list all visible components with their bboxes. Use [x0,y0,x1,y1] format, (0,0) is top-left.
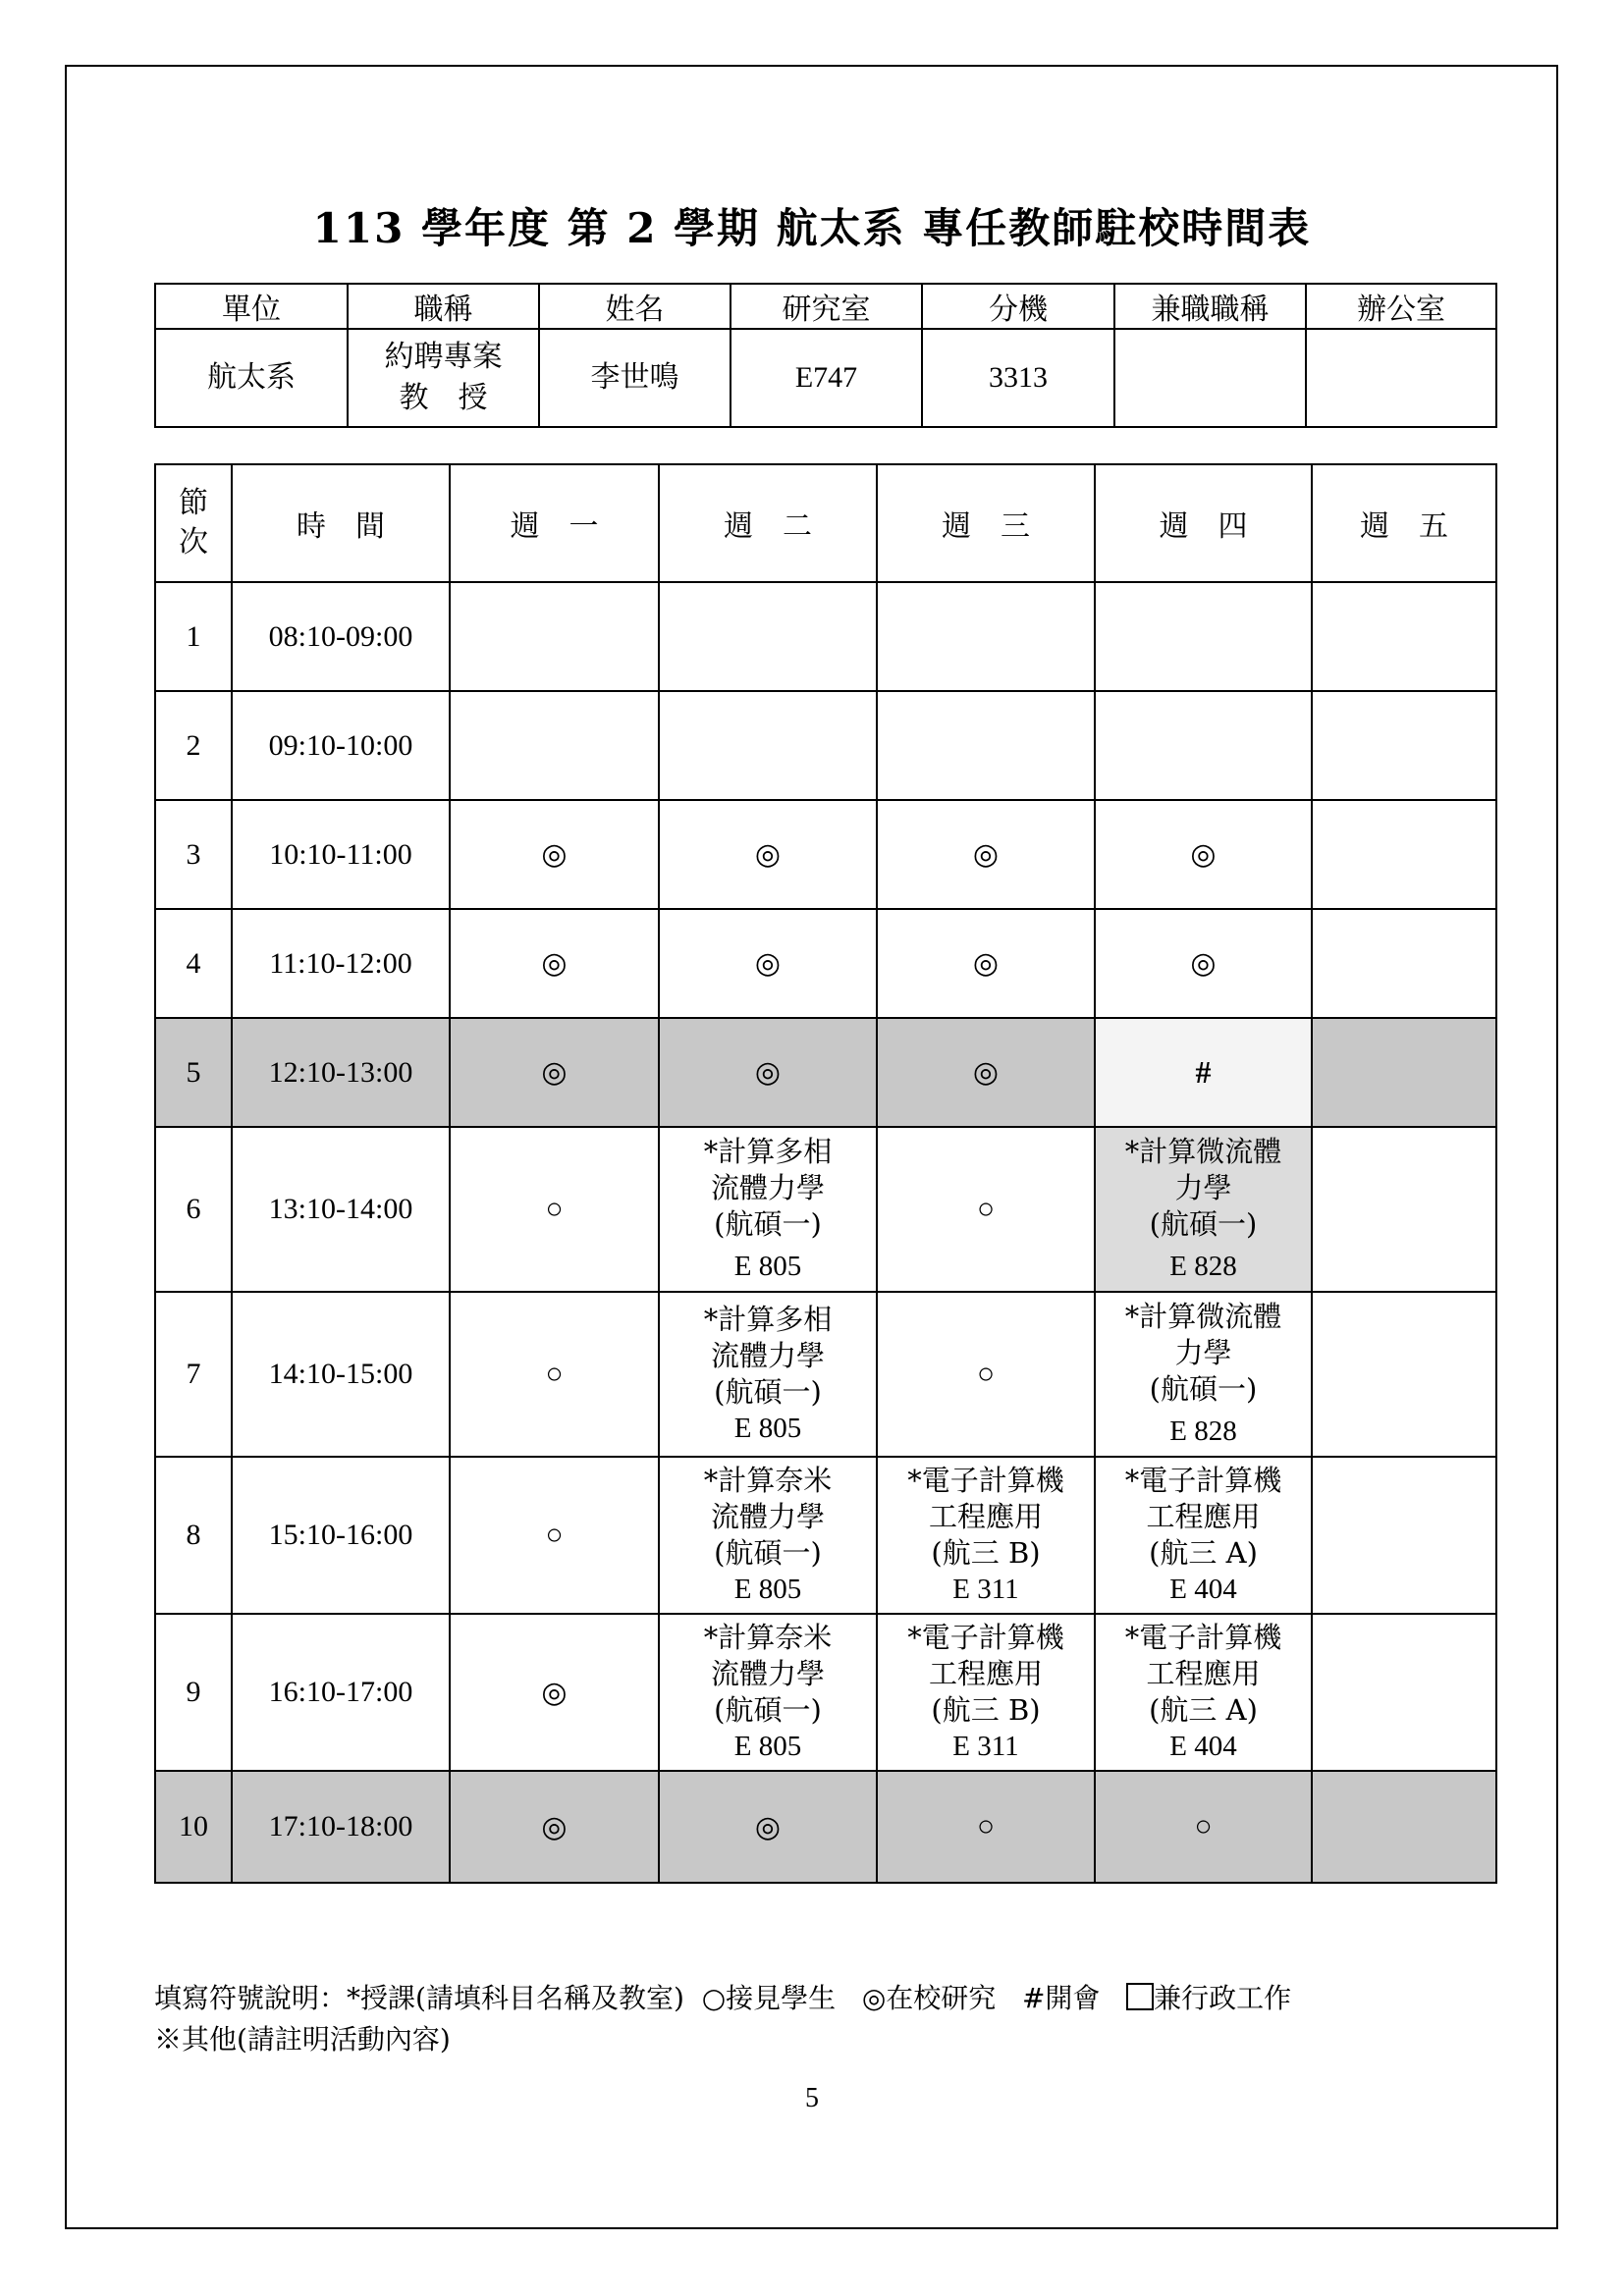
course-class: (航三 A) [1149,1693,1258,1727]
meet-students-symbol: ○ [877,1771,1095,1883]
course-cell [1095,1292,1312,1457]
period-time: 13:10-14:00 [232,1127,450,1292]
period-time: 11:10-12:00 [232,909,450,1018]
header-lab: 研究室 [731,284,922,329]
schedule-header-row [155,464,1496,582]
schedule-row [155,909,1496,1018]
course-class: (航碩一) [1149,1372,1258,1406]
period-header-text: 節次 [179,486,208,560]
course-name-1: *計算微流體 [1124,1135,1282,1168]
course-room: E 404 [1169,1574,1237,1605]
research-symbol: ◎ [659,1771,877,1883]
info-header-row [155,284,1496,329]
legend-prefix: 填寫符號說明： [154,1982,348,2014]
cell-fri [1312,1127,1496,1292]
cell-fri [1312,1457,1496,1614]
meet-students-symbol: ○ [450,1127,659,1292]
day-header-fri: 週 五 [1312,464,1496,582]
day-header-tue: 週 二 [659,464,877,582]
schedule-row [155,800,1496,909]
period-time: 10:10-11:00 [232,800,450,909]
course-cell [877,1614,1095,1771]
schedule-row [155,691,1496,800]
research-symbol: ◎ [450,800,659,909]
lab-value: E747 [731,329,922,427]
cell-wed [877,691,1095,800]
course-name-2: 工程應用 [1146,1500,1261,1533]
cell-thu [1095,691,1312,800]
cell-thu [1095,582,1312,691]
cell-mon [450,582,659,691]
course-cell [659,1292,877,1457]
period-time: 15:10-16:00 [232,1457,450,1614]
course-name-2: 流體力學 [710,1500,825,1533]
schedule-table [154,463,1497,1884]
course-name-1: *計算多相 [703,1135,833,1168]
course-class: (航碩一) [714,1207,822,1241]
header-ext: 分機 [922,284,1114,329]
course-class: (航三 B) [931,1536,1041,1570]
research-symbol: ◎ [450,909,659,1018]
header-unit: 單位 [155,284,348,329]
cell-tue [659,691,877,800]
course-cell [659,1457,877,1614]
legend [154,1978,1291,2060]
period-number: 5 [155,1018,232,1127]
meet-students-symbol: ○ [877,1292,1095,1457]
schedule-row [155,1771,1496,1883]
time-header: 時 間 [232,464,450,582]
course-room: E 805 [733,1251,802,1282]
office-value [1306,329,1496,427]
course-room: E 828 [1169,1415,1237,1447]
position-line-1: 約聘專案 [384,340,503,374]
course-name-1: *計算多相 [703,1303,833,1336]
course-cell [659,1614,877,1771]
cell-wed [877,582,1095,691]
course-name-1: *電子計算機 [907,1464,1064,1497]
period-number: 10 [155,1771,232,1883]
course-room: E 404 [1169,1731,1237,1762]
teacher-info-table [154,283,1497,428]
course-room: E 805 [733,1413,802,1444]
course-class: (航碩一) [714,1536,822,1570]
course-cell [1095,1127,1312,1292]
research-symbol: ◎ [659,800,877,909]
period-time: 09:10-10:00 [232,691,450,800]
research-symbol: ◎ [659,1018,877,1127]
period-number: 1 [155,582,232,691]
course-cell [1095,1614,1312,1771]
course-name-1: *電子計算機 [907,1621,1064,1654]
schedule-row [155,1292,1496,1457]
period-header [155,464,232,582]
period-number: 9 [155,1614,232,1771]
meet-students-symbol: ○ [1095,1771,1312,1883]
course-name-2: 流體力學 [710,1339,825,1372]
meet-students-symbol: ○ [450,1292,659,1457]
day-header-wed: 週 三 [877,464,1095,582]
meet-students-symbol: ○ [877,1127,1095,1292]
name-value: 李世鳴 [539,329,731,427]
cell-fri [1312,1771,1496,1883]
research-symbol: ◎ [450,1018,659,1127]
header-name: 姓名 [539,284,731,329]
course-name-1: *計算奈米 [703,1464,833,1497]
legend-line-1 [154,1978,1291,2019]
meet-students-symbol: ○ [450,1457,659,1614]
day-header-mon: 週 一 [450,464,659,582]
cell-mon [450,691,659,800]
period-time: 17:10-18:00 [232,1771,450,1883]
cell-fri [1312,1292,1496,1457]
cell-fri [1312,1614,1496,1771]
cell-fri [1312,1018,1496,1127]
research-symbol: ◎ [1095,800,1312,909]
unit-value: 航太系 [155,329,348,427]
header-part-time-title: 兼職職稱 [1114,284,1306,329]
course-room: E 805 [733,1574,802,1605]
position-value [348,329,539,427]
course-cell [877,1457,1095,1614]
research-symbol: ◎ [877,800,1095,909]
position-line-2: 教 授 [399,381,488,415]
course-name-1: *計算微流體 [1124,1300,1282,1333]
course-class: (航三 A) [1149,1536,1258,1570]
period-time: 12:10-13:00 [232,1018,450,1127]
legend-meeting: #開會 [1021,1982,1101,2014]
course-name-2: 力學 [1174,1336,1232,1369]
period-number: 4 [155,909,232,1018]
legend-admin: 兼行政工作 [1154,1982,1292,2014]
research-symbol: ◎ [659,909,877,1018]
cell-fri [1312,909,1496,1018]
course-room: E 311 [952,1574,1019,1605]
course-name-2: 流體力學 [710,1171,825,1204]
period-number: 8 [155,1457,232,1614]
cell-fri [1312,800,1496,909]
schedule-row [155,1614,1496,1771]
course-name-1: *電子計算機 [1124,1621,1282,1654]
header-position: 職稱 [348,284,539,329]
page-number: 5 [805,2083,819,2113]
cell-tue [659,582,877,691]
info-value-row [155,329,1496,427]
period-time: 08:10-09:00 [232,582,450,691]
course-class: (航碩一) [714,1693,822,1727]
course-cell [1095,1457,1312,1614]
course-name-2: 工程應用 [928,1500,1043,1533]
ext-value: 3313 [922,329,1114,427]
schedule-row [155,1018,1496,1127]
period-time: 14:10-15:00 [232,1292,450,1457]
course-class: (航碩一) [1149,1207,1258,1241]
research-symbol: ◎ [1095,909,1312,1018]
course-name-2: 工程應用 [1146,1657,1261,1690]
research-symbol: ◎ [450,1614,659,1771]
legend-teach: *授課(請填科目名稱及教室) [347,1982,684,2014]
legend-line-2: ※其他(請註明活動內容) [154,2023,451,2056]
checkbox-icon [1126,1983,1154,2010]
research-symbol: ◎ [450,1771,659,1883]
research-symbol: ◎ [877,909,1095,1018]
course-name-1: *計算奈米 [703,1621,833,1654]
course-name-2: 工程應用 [928,1657,1043,1690]
period-number: 7 [155,1292,232,1457]
header-office: 辦公室 [1306,284,1496,329]
course-room: E 805 [733,1731,802,1762]
period-number: 3 [155,800,232,909]
course-cell [659,1127,877,1292]
schedule-row [155,1127,1496,1292]
course-class: (航碩一) [714,1375,822,1409]
schedule-row [155,582,1496,691]
period-time: 16:10-17:00 [232,1614,450,1771]
course-class: (航三 B) [931,1693,1041,1727]
course-name-2: 流體力學 [710,1657,825,1690]
day-header-thu: 週 四 [1095,464,1312,582]
period-number: 6 [155,1127,232,1292]
course-room: E 828 [1169,1251,1237,1282]
cell-fri [1312,691,1496,800]
meeting-symbol: # [1095,1018,1312,1127]
course-room: E 311 [952,1731,1019,1762]
page-title: 113 學年度 第 2 學期 航太系 專任教師駐校時間表 [312,204,1312,252]
research-symbol: ◎ [877,1018,1095,1127]
legend-research: ◎在校研究 [861,1982,997,2014]
course-name-2: 力學 [1174,1171,1232,1204]
legend-meet: ○接見學生 [701,1982,837,2014]
part-time-title-value [1114,329,1306,427]
period-number: 2 [155,691,232,800]
course-name-1: *電子計算機 [1124,1464,1282,1497]
schedule-row [155,1457,1496,1614]
cell-fri [1312,582,1496,691]
